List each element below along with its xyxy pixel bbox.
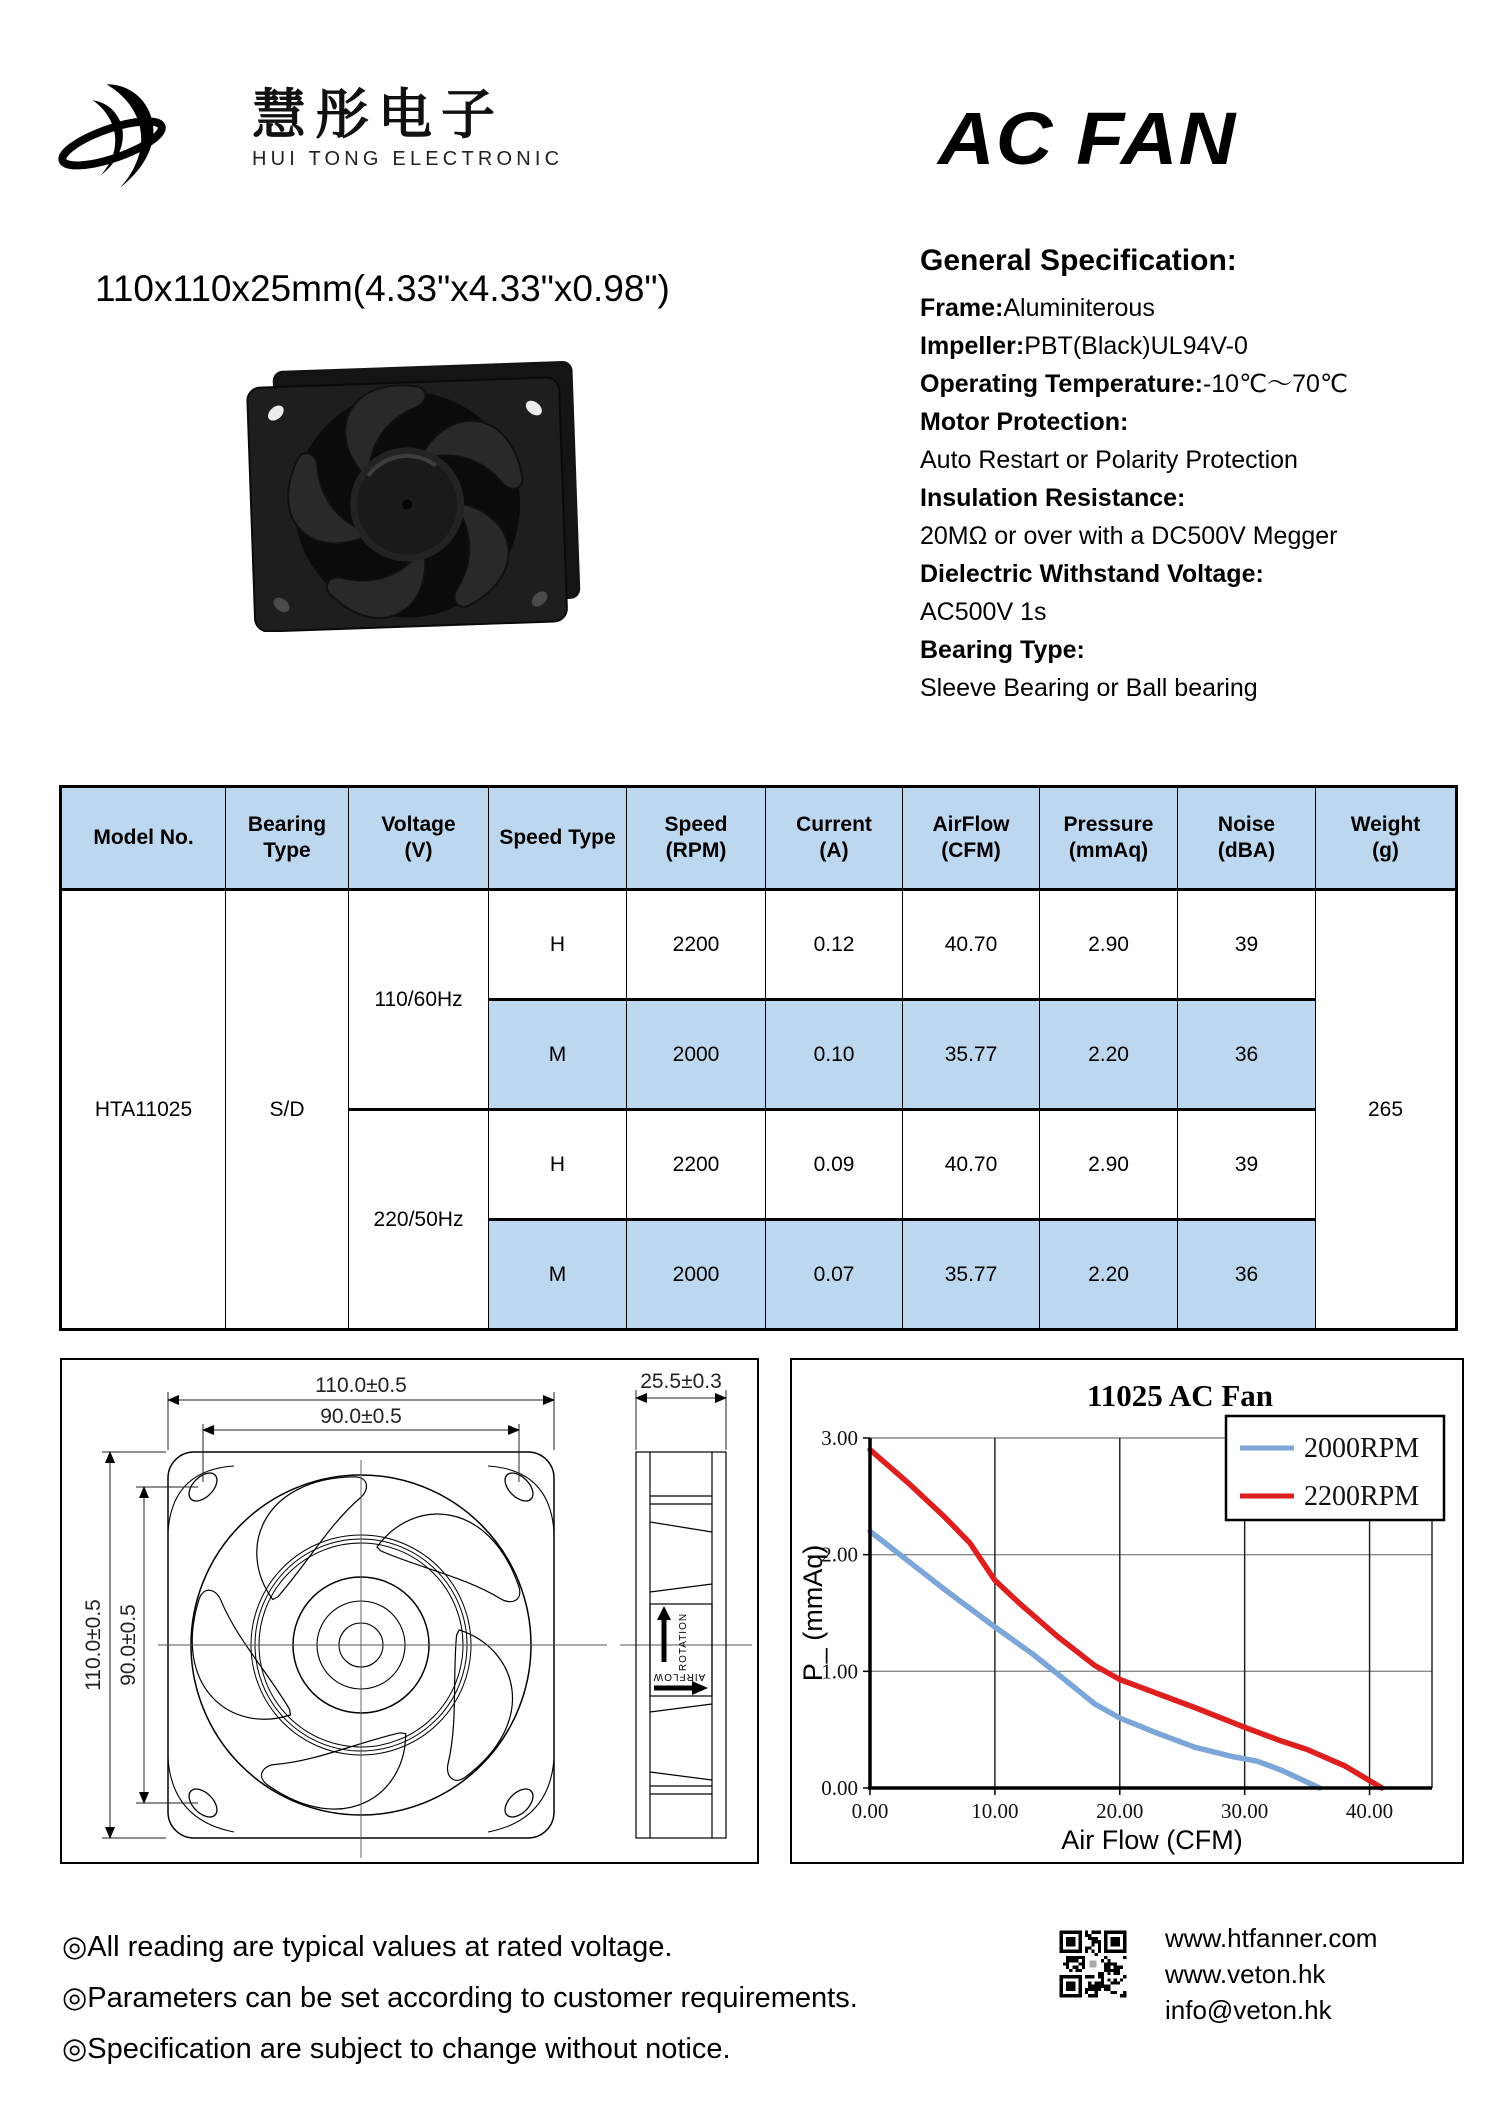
spec-line-dielectric-value: AC500V 1s (920, 598, 1047, 626)
header-speed: Speed (RPM) (627, 787, 766, 890)
cell-voltage-220: 220/50Hz (349, 1110, 489, 1330)
svg-text:30.00: 30.00 (1221, 1799, 1269, 1823)
cell-speed-type: M (489, 1220, 627, 1330)
svg-text:40.00: 40.00 (1345, 1799, 1394, 1823)
spec-line-frame: Frame:Aluminiterous (920, 294, 1155, 322)
company-logo-text (252, 86, 563, 171)
chart-title: 11025 AC Fan (1086, 1378, 1274, 1413)
contact-website-2: www.veton.hk (1165, 1959, 1326, 1989)
cell-speed: 2000 (627, 1220, 766, 1330)
spec-line-motor-protection-value: Auto Restart or Polarity Protection (920, 446, 1298, 474)
header-airflow: AirFlow (CFM) (903, 787, 1040, 890)
chart-legend (1226, 1416, 1444, 1520)
spec-line-impeller: Impeller:PBT(Black)UL94V-0 (920, 332, 1248, 360)
dim-hole-pitch-v-label: 90.0±0.5 (117, 1604, 140, 1686)
series-2000RPM (870, 1531, 1320, 1788)
spec-line-motor-protection-label: Motor Protection: (920, 408, 1129, 436)
performance-chart (792, 1360, 1462, 1862)
cell-bearing: S/D (226, 890, 349, 1330)
svg-text:3.00: 3.00 (821, 1426, 858, 1450)
svg-text:0.00: 0.00 (851, 1799, 889, 1823)
cell-speed-type: H (489, 1110, 627, 1220)
cell-noise: 36 (1178, 1000, 1316, 1110)
spec-line-insulation-resistance-label: Insulation Resistance: (920, 484, 1186, 512)
cell-speed: 2000 (627, 1000, 766, 1110)
dim-height-label: 110.0±0.5 (82, 1599, 105, 1691)
company-logo-mark (58, 82, 173, 190)
contact-email: info@veton.hk (1165, 1995, 1332, 2025)
table-header-row (61, 787, 1457, 890)
general-specification (920, 243, 1460, 707)
drawing-fan-blades (156, 1454, 535, 1845)
technical-drawing (62, 1360, 757, 1862)
cell-pressure: 2.20 (1040, 1000, 1178, 1110)
spec-line-bearing-type-label: Bearing Type: (920, 636, 1085, 664)
cell-noise: 39 (1178, 1110, 1316, 1220)
header-voltage: Voltage (V) (349, 787, 489, 890)
company-name-cn: 慧彤电子 (252, 85, 504, 145)
header-speed-type: Speed Type (489, 787, 627, 890)
header-current: Current (A) (766, 787, 903, 890)
cell-voltage-110: 110/60Hz (349, 890, 489, 1110)
footer-note: ◎Parameters can be set according to customer requirements. (62, 1982, 858, 2014)
technical-drawing-box (60, 1358, 759, 1864)
cell-speed: 2200 (627, 1110, 766, 1220)
contact-info (1165, 1920, 1377, 2028)
spec-line-bearing-type-value: Sleeve Bearing or Ball bearing (920, 674, 1258, 702)
specification-table (59, 785, 1458, 1331)
cell-airflow: 40.70 (903, 890, 1040, 1000)
cell-airflow: 40.70 (903, 1110, 1040, 1220)
cell-model: HTA11025 (61, 890, 226, 1330)
header-pressure: Pressure (mmAq) (1040, 787, 1178, 890)
table-row (61, 890, 1457, 1000)
legend-label-2200rpm: 2200RPM (1304, 1481, 1420, 1512)
header-weight: Weight (g) (1316, 787, 1457, 890)
header-noise: Noise (dBA) (1178, 787, 1316, 890)
general-specification-heading: General Specification: (920, 244, 1237, 277)
contact-website-1: www.htfanner.com (1165, 1923, 1378, 1953)
cell-current: 0.10 (766, 1000, 903, 1110)
footer-note: ◎Specification are subject to change without notice. (62, 2033, 731, 2065)
legend-label-2000rpm: 2000RPM (1304, 1433, 1420, 1464)
product-photo (245, 360, 600, 632)
footer-note: ◎All reading are typical values at rated voltage. (62, 1931, 673, 1963)
performance-chart-box (790, 1358, 1464, 1864)
dim-depth-label: 25.5±0.3 (640, 1370, 722, 1393)
cell-pressure: 2.90 (1040, 890, 1178, 1000)
dim-width-label: 110.0±0.5 (315, 1374, 407, 1397)
airflow-label: AIRFLOW (652, 1671, 706, 1682)
header-model-no: Model No. (61, 787, 226, 890)
cell-pressure: 2.90 (1040, 1110, 1178, 1220)
svg-text:1.00: 1.00 (821, 1659, 858, 1684)
cell-speed-type: M (489, 1000, 627, 1110)
svg-text:2.00: 2.00 (821, 1542, 858, 1567)
company-name-en: HUI TONG ELECTRONIC (252, 148, 564, 170)
svg-text:10.00: 10.00 (971, 1799, 1019, 1823)
front-view (156, 1452, 554, 1844)
spec-line-operating-temperature: Operating Temperature:-10℃～70℃ (920, 370, 1349, 398)
dim-hole-pitch-label: 90.0±0.5 (320, 1405, 402, 1428)
cell-noise: 36 (1178, 1220, 1316, 1330)
cell-noise: 39 (1178, 890, 1316, 1000)
cell-pressure: 2.20 (1040, 1220, 1178, 1330)
cell-airflow: 35.77 (903, 1000, 1040, 1110)
spec-line-dielectric-label: Dielectric Withstand Voltage: (920, 560, 1264, 588)
cell-current: 0.07 (766, 1220, 903, 1330)
svg-text:20.00: 20.00 (1096, 1799, 1144, 1823)
rotation-airflow-indicators (653, 1606, 708, 1695)
cell-speed-type: H (489, 890, 627, 1000)
rotation-label: ROTATION (678, 1612, 689, 1672)
cell-current: 0.09 (766, 1110, 903, 1220)
spec-line-insulation-resistance-value: 20MΩ or over with a DC500V Megger (920, 522, 1338, 550)
header-bearing-type: Bearing Type (226, 787, 349, 890)
cell-current: 0.12 (766, 890, 903, 1000)
product-dimensions-title: 110x110x25mm(4.33"x4.33"x0.98") (95, 268, 670, 309)
qr-code (1047, 1918, 1139, 2010)
cell-weight: 265 (1316, 890, 1457, 1330)
cell-airflow: 35.77 (903, 1220, 1040, 1330)
chart-y-axis-label: P_ (mmAq) (798, 1544, 828, 1682)
dimension-labels (82, 1370, 722, 1691)
chart-x-axis-label: Air Flow (CFM) (1061, 1825, 1243, 1855)
footer-notes (62, 1922, 858, 2075)
cell-speed: 2200 (627, 890, 766, 1000)
page-title: AC FAN (938, 97, 1237, 180)
svg-text:0.00: 0.00 (821, 1776, 858, 1800)
